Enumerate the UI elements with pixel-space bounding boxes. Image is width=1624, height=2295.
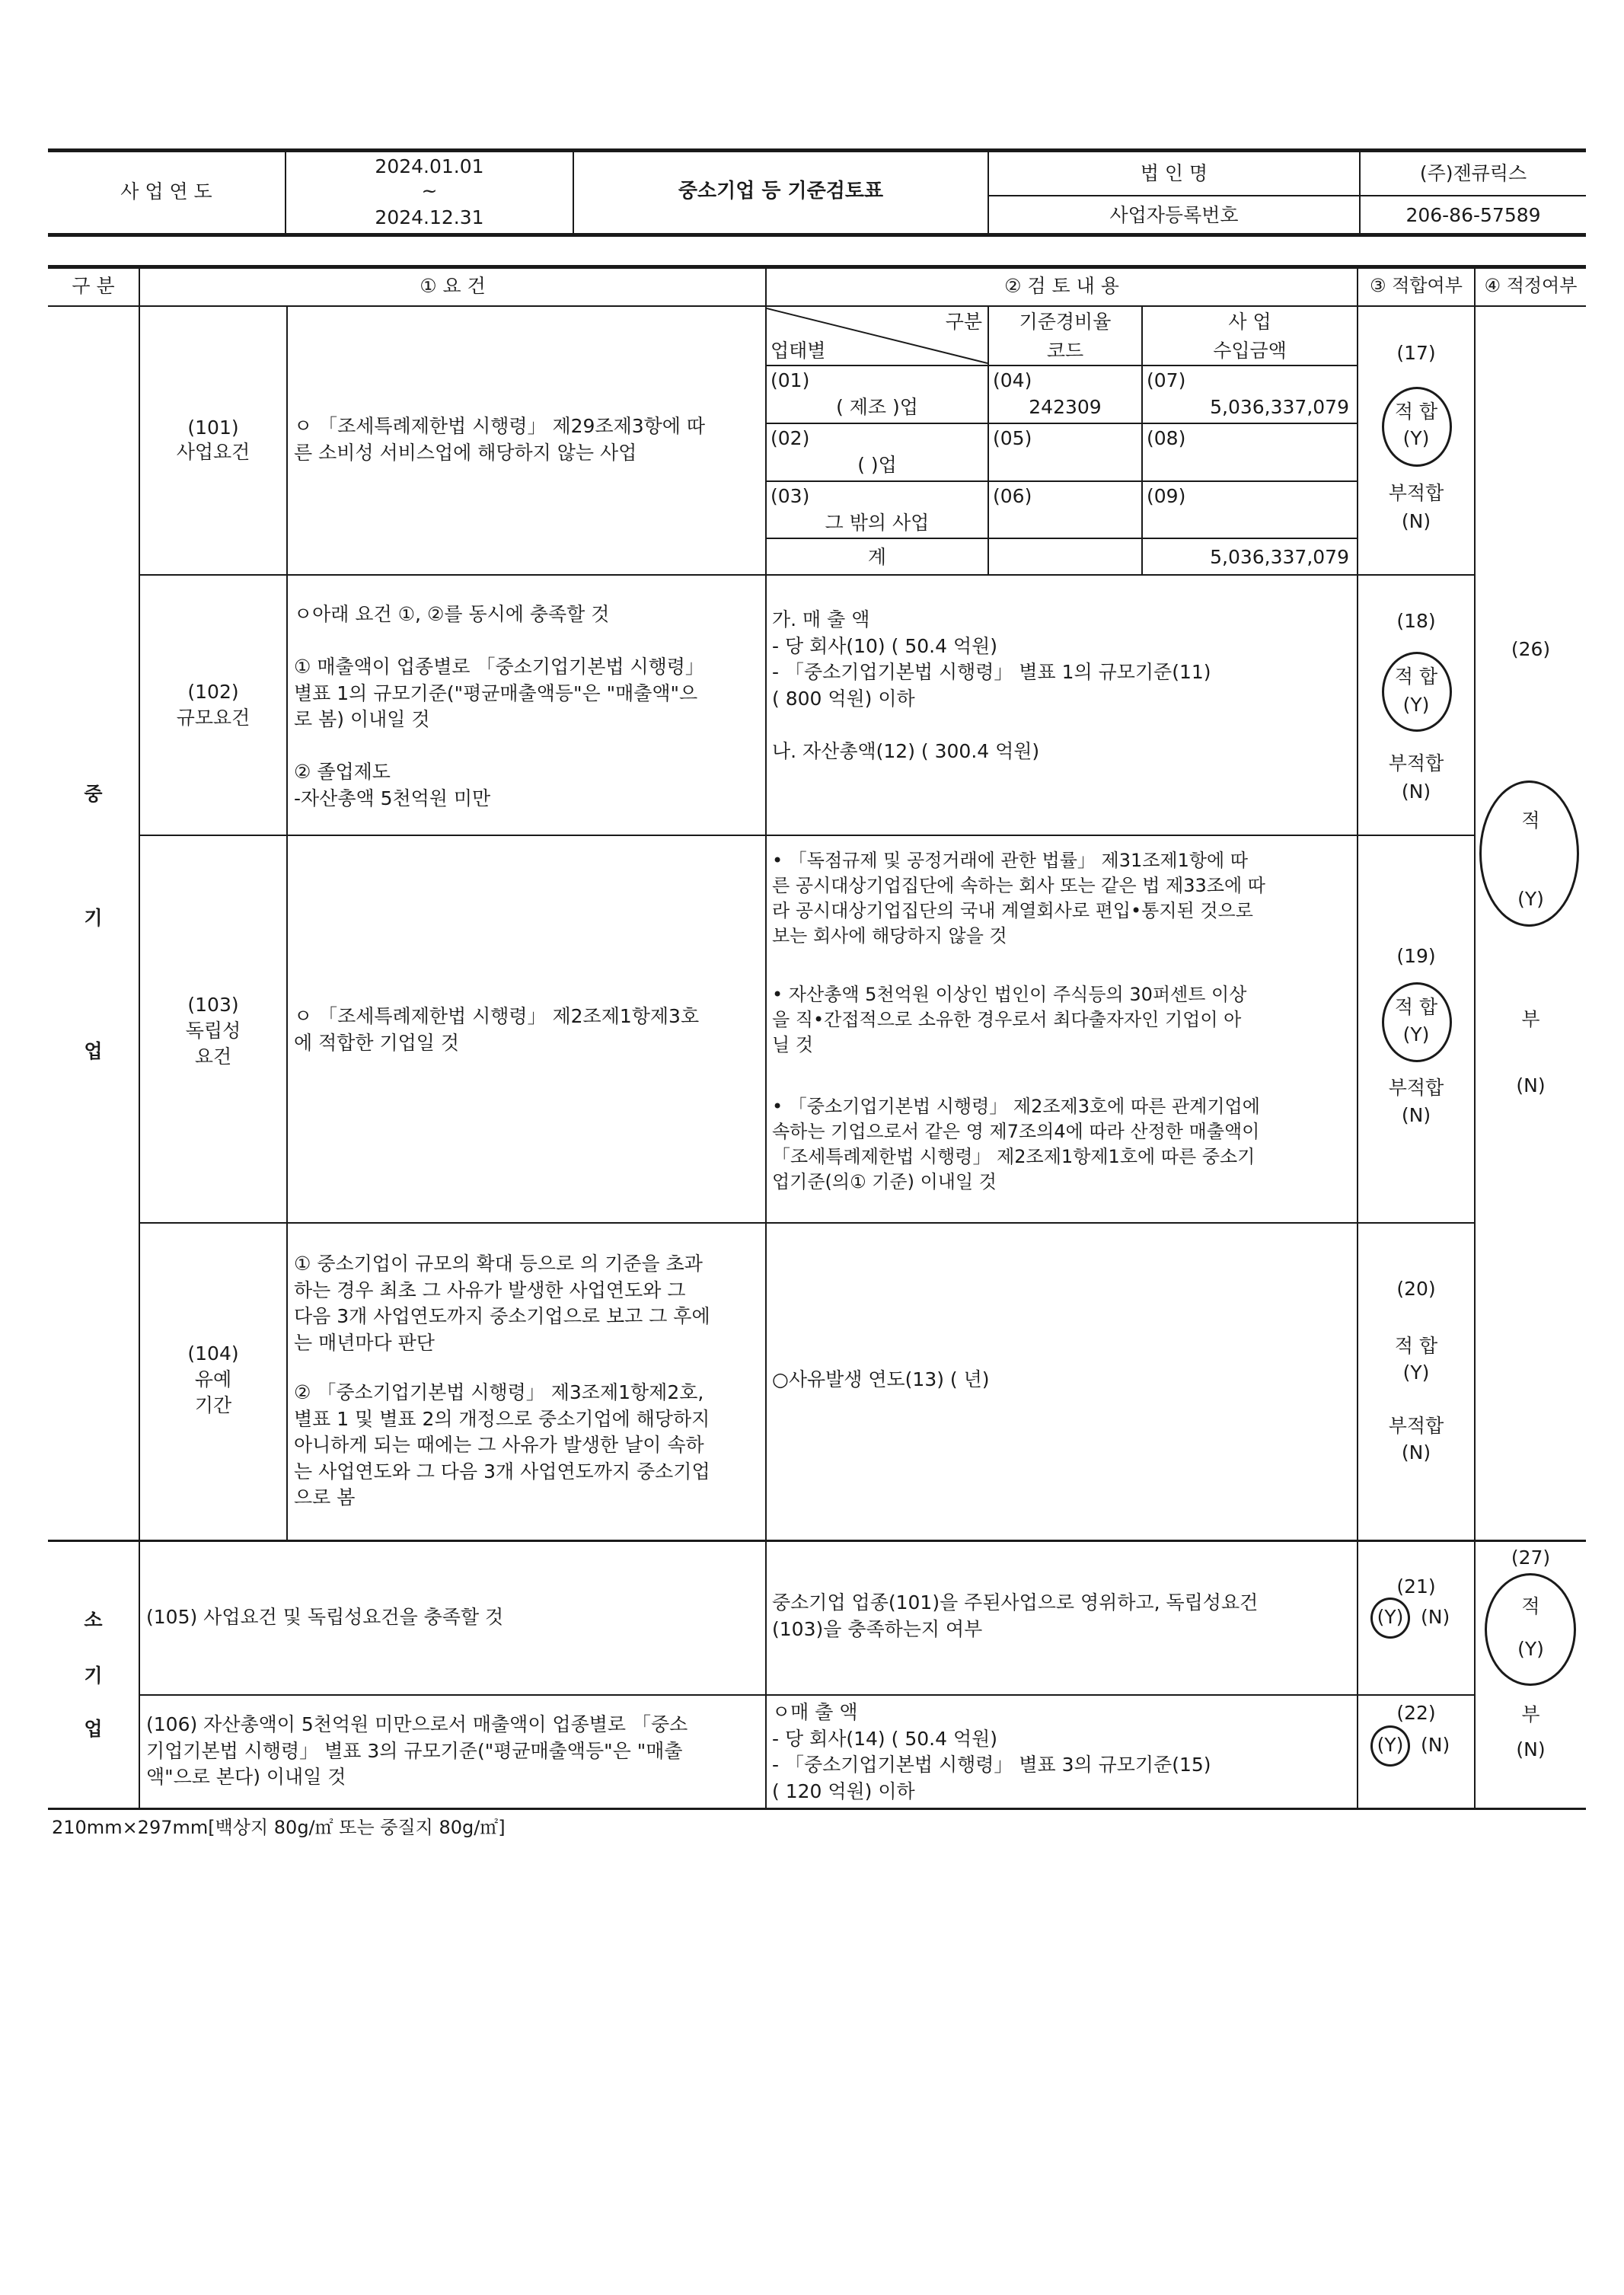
col-header-category: 구 분 [72,275,115,297]
row-divider [139,1694,1476,1696]
fit-no-code: (N) [1421,1734,1450,1756]
proper-yes-code: (Y) [1517,1638,1544,1660]
fit-yes-code: (Y) [1402,1023,1430,1045]
fit-no-code: (N) [1421,1606,1450,1628]
fit-no-label: 부적합 [1388,1415,1444,1437]
fit-code: (19) [1396,945,1436,967]
header-top-rule [48,148,1586,152]
requirement-text: ㅇ 「조세특례제한법 시행령」 제2조제1항제3호 에 적합한 기업일 것 [294,1005,700,1054]
fit-no-code: (N) [1401,510,1431,532]
inner-header-gubun: 구분 [945,311,982,333]
proper-no-code: (N) [1516,1074,1546,1096]
category-small-char: 소 [84,1609,103,1631]
inner-header-revenue: 사 업 [1228,311,1271,333]
row-name: 독립성 [185,1020,241,1042]
table-top-rule [48,265,1586,269]
fit-yes-label: 적 합 [1394,401,1438,423]
fit-yes-label: 적 합 [1394,1335,1438,1357]
fit-no-label: 부적합 [1388,752,1444,774]
row-name: 사업요건 [176,441,250,463]
code-01: (01) [771,369,810,391]
fit-yes-code: (Y) [1377,1606,1404,1628]
fit-code: (17) [1396,342,1436,364]
col-divider [765,267,767,1809]
total-label: 계 [867,546,887,568]
corp-name: (주)젠큐릭스 [1419,162,1527,184]
corp-name-label: 법 인 명 [1140,162,1208,184]
code-03: (03) [771,485,810,507]
requirement-text: ㅇ아래 요건 ①, ②를 동시에 충족할 것 ① 매출액이 업종별로 「중소기업기본법 시행령」 별표 1의 규모기준("평균매출액등"은 "매출액"으 로 봄) 이내일 것 ② 졸업제도 -자산총액 5천억원 미만 [294,603,704,809]
row-divider [139,835,1476,836]
col-divider [1474,267,1476,1809]
inner-divider [767,480,1357,482]
requirement-text: ㅇ 「조세특례제한법 시행령」 제29조제3항에 따 른 소비성 서비스업에 해당하지 않는 사업 [294,415,706,464]
inner-divider [767,538,1357,539]
row-name: 유예 [194,1368,232,1390]
proper-code: (27) [1511,1546,1551,1569]
review-text: • 자산총액 5천억원 이상인 법인이 주식등의 30퍼센트 이상 을 직•간접적으로 소유한 경우로서 최다출자자인 기업이 아 닐 것 [772,984,1247,1056]
business-name: ( )업 [857,454,897,476]
row-divider [139,574,1476,576]
row-name: 기간 [194,1394,232,1416]
review-text: 중소기업 업종(101)을 주된사업으로 영위하고, 독립성요건 (103)을 충족하는지 여부 [772,1591,1259,1640]
proper-yes-code: (Y) [1517,888,1544,910]
row-code: (104) [187,1342,239,1365]
code-04: (04) [993,369,1032,391]
code-09: (09) [1147,485,1186,507]
fit-no-label: 부적합 [1388,482,1444,504]
requirement-text: ① 중소기업이 규모의 확대 등으로 의 기준을 초과 하는 경우 최초 그 사유가 발생한 사업연도와 그 다음 3개 사업연도까지 중소기업으로 보고 그 후에 는 매년마다 판단 [294,1253,710,1354]
category-mid-char: 중 [84,783,103,805]
col-divider [286,307,288,1540]
requirement-text: (106) 자산총액이 5천억원 미만으로서 매출액이 업종별로 「중소 기업기본법 시행령」 별표 3의 규모기준("평균매출액등"은 "매출 액"으로 본다) 이내일 것 [146,1713,688,1788]
form-title: 중소기업 등 기준검토표 [678,180,884,203]
category-small-char: 업 [84,1718,103,1740]
fit-yes-code: (Y) [1402,427,1430,449]
code-06: (06) [993,485,1032,507]
fit-no-code: (N) [1401,1441,1431,1464]
proper-no-label: 부 [1521,1703,1540,1725]
requirement-text: ② 「중소기업기본법 시행령」 제3조제1항제2호, 별표 1 및 별표 2의 개정으로 중소기업에 해당하지 아니하게 되는 때에는 그 사유가 발생한 날이 속하 는 사업연도와 그 다음 3개 사업연도까지 중소기업 으로 봄 [294,1381,710,1508]
divider [987,195,1586,196]
fit-yes-code: (Y) [1402,694,1430,716]
revenue-amount: 5,036,337,079 [1210,396,1349,418]
row-code: (101) [187,417,239,439]
proper-code: (26) [1511,638,1551,660]
category-mid-char: 기 [84,907,103,929]
table-bottom-rule [48,1808,1586,1810]
category-mid-char: 업 [84,1040,103,1062]
review-text: 가. 매 출 액 - 당 회사(10) ( 50.4 억원) - 「중소기업기본법 시행령」 별표 1의 규모기준(11) ( 800 억원) 이하 나. 자산총액(12) ( 300.4 억원) [772,608,1211,762]
business-name: 그 밖의 사업 [825,512,930,534]
category-small-char: 기 [84,1665,103,1687]
fit-code: (20) [1396,1278,1436,1300]
fit-yes-code: (Y) [1377,1734,1404,1756]
proper-yes-label: 적 [1521,1595,1540,1617]
fit-code: (18) [1396,610,1436,632]
period-start: 2024.01.01 [375,155,484,177]
proper-yes-label: 적 [1521,809,1540,831]
selected-circle [1382,652,1452,732]
proper-no-label: 부 [1521,1008,1540,1030]
inner-divider [767,365,1357,366]
inner-header-ratio-code: 코드 [1046,340,1084,362]
header-bottom-rule [48,233,1586,237]
inner-header-ratio: 기준경비율 [1019,311,1112,333]
selected-circle [1485,1573,1576,1686]
fit-yes-label: 적 합 [1394,996,1438,1018]
row-code: (103) [187,994,239,1016]
requirement-text: (105) 사업요건 및 독립성요건을 충족할 것 [146,1606,504,1628]
code-07: (07) [1147,369,1186,391]
col-header-fit: ③ 적합여부 [1370,275,1463,296]
proper-no-code: (N) [1516,1738,1546,1760]
code-08: (08) [1147,427,1186,449]
fit-no-code: (N) [1401,1104,1431,1126]
code-05: (05) [993,427,1032,449]
fiscal-year-label: 사 업 연 도 [120,180,212,203]
inner-divider [767,423,1357,424]
code-02: (02) [771,427,810,449]
fit-code: (21) [1396,1575,1436,1598]
biz-reg-label: 사업자등록번호 [1109,204,1239,226]
fit-no-code: (N) [1401,780,1431,803]
col-header-proper: ④ 적정여부 [1484,275,1578,296]
period-end: 2024.12.31 [375,206,484,228]
col-header-requirement: ① 요 건 [420,275,486,297]
paper-spec: 210mm×297mm[백상지 80g/㎡ 또는 중질지 80g/㎡] [52,1817,506,1838]
mid-small-separator [48,1540,1586,1542]
review-text: ○사유발생 연도(13) ( 년) [772,1368,990,1390]
period-tilde: ~ [421,180,438,202]
row-code: (102) [187,681,239,703]
fit-yes-code: (Y) [1402,1361,1430,1384]
row-divider [139,1222,1476,1224]
fit-no-label: 부적합 [1388,1077,1444,1099]
review-text: • 「중소기업기본법 시행령」 제2조제3호에 따른 관계기업에 속하는 기업으로서 같은 영 제7조의4에 따라 산정한 매출액이 「조세특례제한법 시행령」 제2조제1항제1호에 따른 중소기 업기준(의① 기준) 이내일 것 [772,1096,1260,1193]
biz-reg-no: 206-86-57589 [1405,204,1541,226]
ratio-code-value: 242309 [1029,396,1102,418]
col-header-review: ② 검 토 내 용 [1004,275,1119,297]
fit-yes-label: 적 합 [1394,666,1438,688]
row-name: 요건 [194,1045,232,1068]
total-amount: 5,036,337,079 [1210,546,1349,568]
review-text: ㅇ매 출 액 - 당 회사(14) ( 50.4 억원) - 「중소기업기본법 시행령」 별표 3의 규모기준(15) ( 120 억원) 이하 [772,1701,1211,1802]
inner-header-business-type: 업태별 [771,340,826,362]
row-name: 규모요건 [176,707,250,729]
business-name: ( 제조 )업 [836,396,918,418]
review-text: • 「독점규제 및 공정거래에 관한 법률」 제31조제1항에 따 른 공시대상기업집단에 속하는 회사 또는 같은 법 제33조에 따 라 공시대상기업집단의 국내 계열회사로 편입•통지된 것으로 보는 회사에 해당하지 않을 것 [772,850,1265,947]
fit-code: (22) [1396,1702,1436,1724]
inner-header-revenue-amount: 수입금액 [1213,340,1287,362]
